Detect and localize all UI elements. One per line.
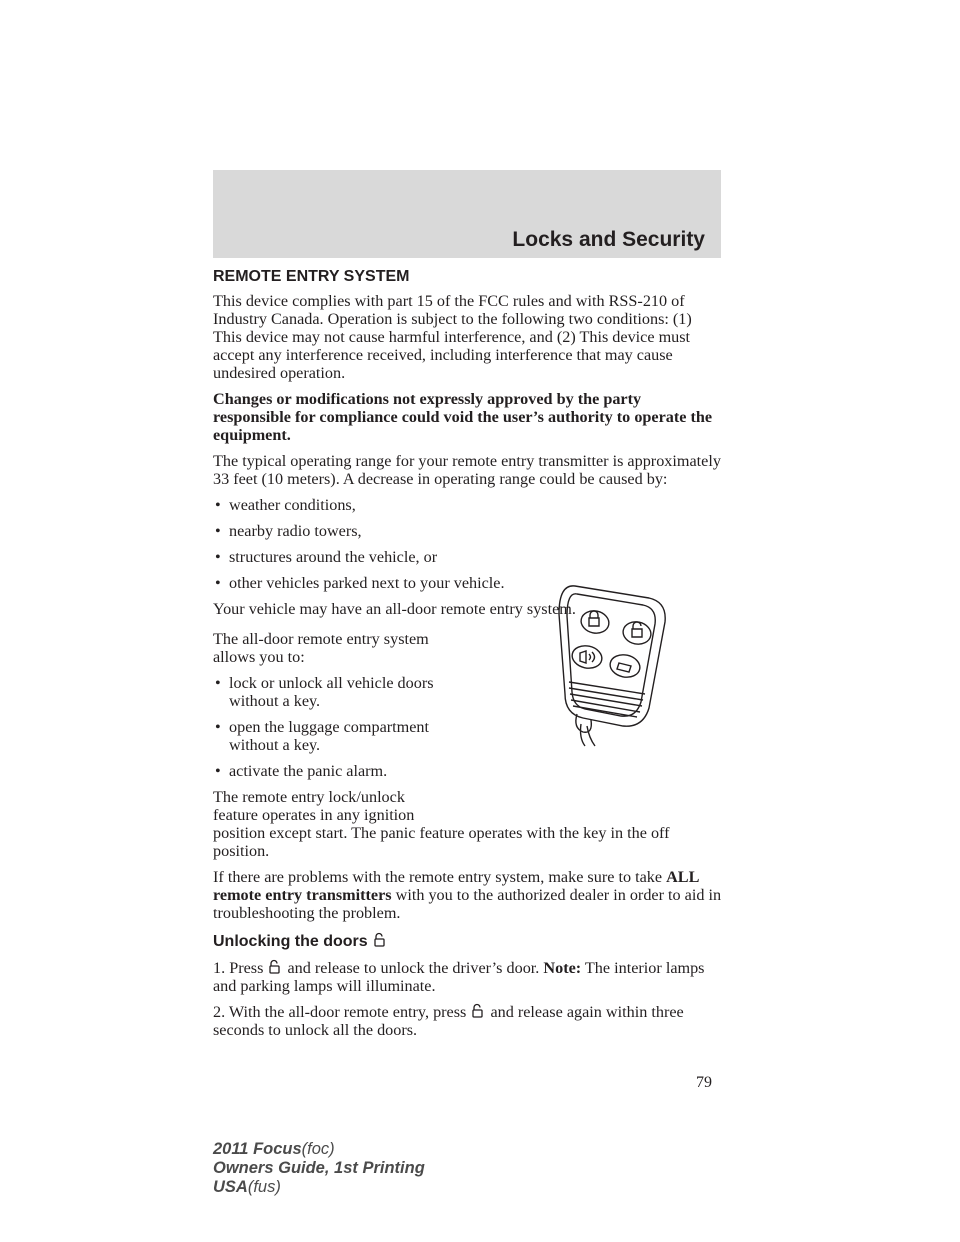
unlock-icon	[372, 932, 388, 948]
footer-line-2: Owners Guide, 1st Printing	[213, 1159, 425, 1177]
step-1: 1. Press and release to unlock the driver’s door. Note: The interior lamps and parking lamps will illuminate.	[213, 959, 705, 995]
list-item: • weather conditions,	[215, 496, 356, 514]
footer-line-3: USA(fus)	[213, 1178, 281, 1196]
allows-intro: The all-door remote entry system allows you to:	[213, 630, 429, 666]
footer-line-1: 2011 Focus(foc)	[213, 1140, 335, 1158]
unlock-heading: Unlocking the doors	[213, 932, 723, 951]
list-item: • structures around the vehicle, or	[215, 548, 438, 566]
step-2: 2. With the all-door remote entry, press and release again within three seconds to unlock all the doors.	[213, 1003, 684, 1039]
remote-key-fob-illustration	[545, 578, 675, 748]
section-header-bar	[213, 170, 721, 258]
list-item: • nearby radio towers,	[215, 522, 362, 540]
allows-bullet-list	[213, 674, 453, 780]
narrow-column	[213, 630, 453, 824]
ignition-paragraph-rest: position except start. The panic feature operates with the key in the off position.	[213, 824, 670, 860]
unlock-icon	[470, 1003, 486, 1019]
ignition-paragraph-start: The remote entry lock/unlock feature operates in any ignition	[213, 788, 415, 824]
list-item: • lock or unlock all vehicle doors without a key.	[215, 674, 434, 710]
fcc-paragraph: This device complies with part 15 of the FCC rules and with RSS-210 of Industry Canada. Operation is subject to the following two conditions: (1) This device may not cause harmful interference, and (2) This device must accept any interference received, including interference that may cause undesired operation.	[213, 292, 692, 382]
warning-paragraph: Changes or modifications not expressly approved by the party responsible for compliance could void the user’s authority to operate the equipment.	[213, 390, 713, 444]
list-item: • other vehicles parked next to your vehicle.	[215, 574, 505, 592]
list-item: • open the luggage compartment without a key.	[215, 718, 430, 754]
problems-paragraph: If there are problems with the remote entry system, make sure to take ALL remote entry transmitters with you to the authorized dealer in order to aid in troubleshooting the problem.	[213, 868, 722, 922]
document-footer	[213, 1140, 425, 1197]
range-paragraph: The typical operating range for your remote entry transmitter is approximately 33 feet (10 meters). A decrease in operating range could be caused by:	[213, 452, 721, 488]
all-door-note: Your vehicle may have an all-door remote entry system.	[213, 600, 576, 618]
section-heading: REMOTE ENTRY SYSTEM	[213, 268, 410, 285]
list-item: • activate the panic alarm.	[215, 762, 388, 780]
page-number: 79	[696, 1074, 712, 1091]
unlock-icon	[267, 959, 283, 975]
section-title: Locks and Security	[512, 228, 705, 251]
